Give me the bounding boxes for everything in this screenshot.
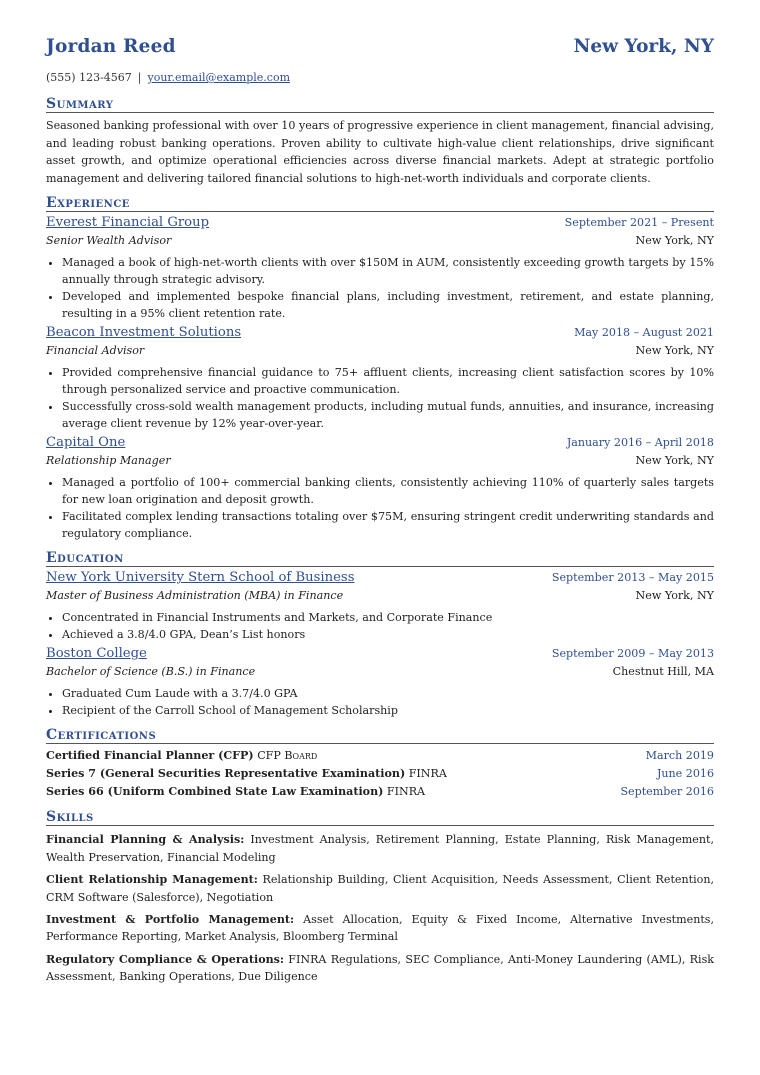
bullet-list (46, 609, 714, 643)
job-location: New York, NY (635, 234, 714, 248)
section-title-summary: Summary (46, 96, 714, 113)
employment-dates: September 2021 – Present (564, 216, 714, 230)
job-title: Financial Advisor (46, 344, 145, 358)
skill-category: Regulatory Compliance & Operations: (46, 952, 285, 966)
degree-title: Bachelor of Science (B.S.) in Finance (46, 665, 256, 679)
list-item: • Graduated Cum Laude with a 3.7/4.0 GPA (62, 685, 714, 702)
list-item: • Recipient of the Carroll School of Management Scholarship (62, 702, 714, 719)
skill-category: Financial Planning & Analysis: (46, 833, 245, 847)
candidate-location: New York, NY (573, 36, 714, 57)
certification-row (46, 783, 714, 801)
certification-row (46, 765, 714, 783)
employment-dates: January 2016 – April 2018 (566, 436, 714, 450)
bullet-list (46, 474, 714, 542)
skill-group (46, 951, 714, 986)
job-location: New York, NY (635, 454, 714, 468)
phone-number: (555) 123-4567 (46, 71, 132, 84)
skill-group (46, 871, 714, 906)
certification-date: March 2019 (645, 749, 714, 763)
certification-row (46, 747, 714, 765)
list-item: • Developed and implemented bespoke financial plans, including investment, retirement, and estate planning, resulting in a 95% client retention rate. (62, 288, 714, 322)
certification-name: Series 7 (General Securities Representative Examination) (46, 767, 406, 781)
experience-entry (46, 324, 714, 432)
list-item: • Provided comprehensive financial guidance to 75+ affluent clients, increasing client satisfaction scores by 10% through personalized service and proactive communication. (62, 364, 714, 398)
list-item: • Achieved a 3.8/4.0 GPA, Dean’s List honors (62, 626, 714, 643)
skill-items: Relationship Building, Client Acquisition, Needs Assessment, Client Retention, CRM Software (Salesforce), Negotiation (46, 873, 714, 904)
skill-items: Asset Allocation, Equity & Fixed Income, Alternative Investments, Performance Reporting, Market Analysis, Bloomberg Terminal (46, 913, 715, 944)
skill-category: Client Relationship Management: (46, 873, 258, 887)
school-link[interactable]: New York University Stern School of Business (46, 570, 355, 586)
certification-issuer: FINRA (386, 785, 426, 799)
list-item: • Successfully cross-sold wealth management products, including mutual funds, annuities, and insurance, increasing average client revenue by 12% year-over-year. (62, 398, 714, 432)
certification-date: September 2016 (620, 785, 714, 799)
contact-separator: | (137, 71, 142, 84)
school-location: Chestnut Hill, MA (612, 665, 714, 679)
study-dates: September 2013 – May 2015 (551, 571, 714, 585)
experience-entry (46, 434, 714, 542)
employer-link[interactable]: Beacon Investment Solutions (46, 325, 242, 341)
skill-category: Investment & Portfolio Management: (46, 913, 295, 926)
employment-dates: May 2018 – August 2021 (574, 326, 714, 340)
job-title: Relationship Manager (46, 454, 171, 468)
list-item: • Managed a book of high-net-worth clients with over $150M in AUM, consistently exceeding growth targets by 15% annually through strategic advisory. (62, 254, 714, 288)
degree-title: Master of Business Administration (MBA) in Finance (46, 589, 344, 603)
job-title: Senior Wealth Advisor (46, 234, 172, 248)
bullet-list (46, 685, 714, 719)
contact-line (46, 68, 714, 88)
certification-name: Series 66 (Uniform Combined State Law Examination) (46, 785, 384, 799)
candidate-name: Jordan Reed (46, 36, 176, 57)
experience-entry (46, 214, 714, 322)
certification-list (46, 747, 714, 801)
section-title-experience: Experience (46, 195, 714, 212)
certification-issuer: FINRA (408, 767, 447, 781)
employer-link[interactable]: Capital One (46, 435, 126, 451)
school-location: New York, NY (635, 589, 714, 603)
email-link[interactable]: your.email@example.com (147, 71, 290, 84)
skills-list (46, 831, 714, 985)
section-title-skills: Skills (46, 809, 714, 826)
study-dates: September 2009 – May 2013 (551, 647, 714, 661)
employer-link[interactable]: Everest Financial Group (46, 215, 210, 231)
bullet-list (46, 364, 714, 432)
list-item: • Managed a portfolio of 100+ commercial banking clients, consistently achieving 110% of quarterly sales targets for new loan origination and deposit growth. (62, 474, 714, 508)
skill-group (46, 831, 714, 866)
resume-header (46, 38, 714, 68)
skill-items: FINRA Regulations, SEC Compliance, Anti-Money Laundering (AML), Risk Assessment, Banking Operations, Due Diligence (46, 952, 714, 984)
education-entry (46, 645, 714, 719)
list-item: • Concentrated in Financial Instruments and Markets, and Corporate Finance (62, 609, 714, 626)
certification-name: Certified Financial Planner (CFP) (46, 749, 254, 763)
summary-text: Seasoned banking professional with over 10 years of progressive experience in client management, financial advising, and leading robust banking operations. Proven ability to cultivate high-value client relationships, drive significant asset growth, and optimize operational efficiencies across diverse financial markets. Adept at strategic portfolio management and delivering tailored financial solutions to high-net-worth individuals and corporate clients. (46, 119, 714, 185)
section-title-certifications: Certifications (46, 727, 714, 744)
skill-group (46, 911, 714, 946)
education-entry (46, 569, 714, 643)
certification-date: June 2016 (656, 767, 714, 781)
bullet-list (46, 254, 714, 322)
certification-issuer: CFP Board (257, 749, 318, 763)
list-item: • Facilitated complex lending transactions totaling over $75M, ensuring stringent credit underwriting standards and regulatory compliance. (62, 508, 714, 542)
section-title-education: Education (46, 550, 714, 567)
school-link[interactable]: Boston College (46, 646, 147, 662)
job-location: New York, NY (635, 344, 714, 358)
skill-items: Investment Analysis, Retirement Planning, Estate Planning, Risk Management, Wealth Preservation, Financial Modeling (46, 833, 714, 864)
